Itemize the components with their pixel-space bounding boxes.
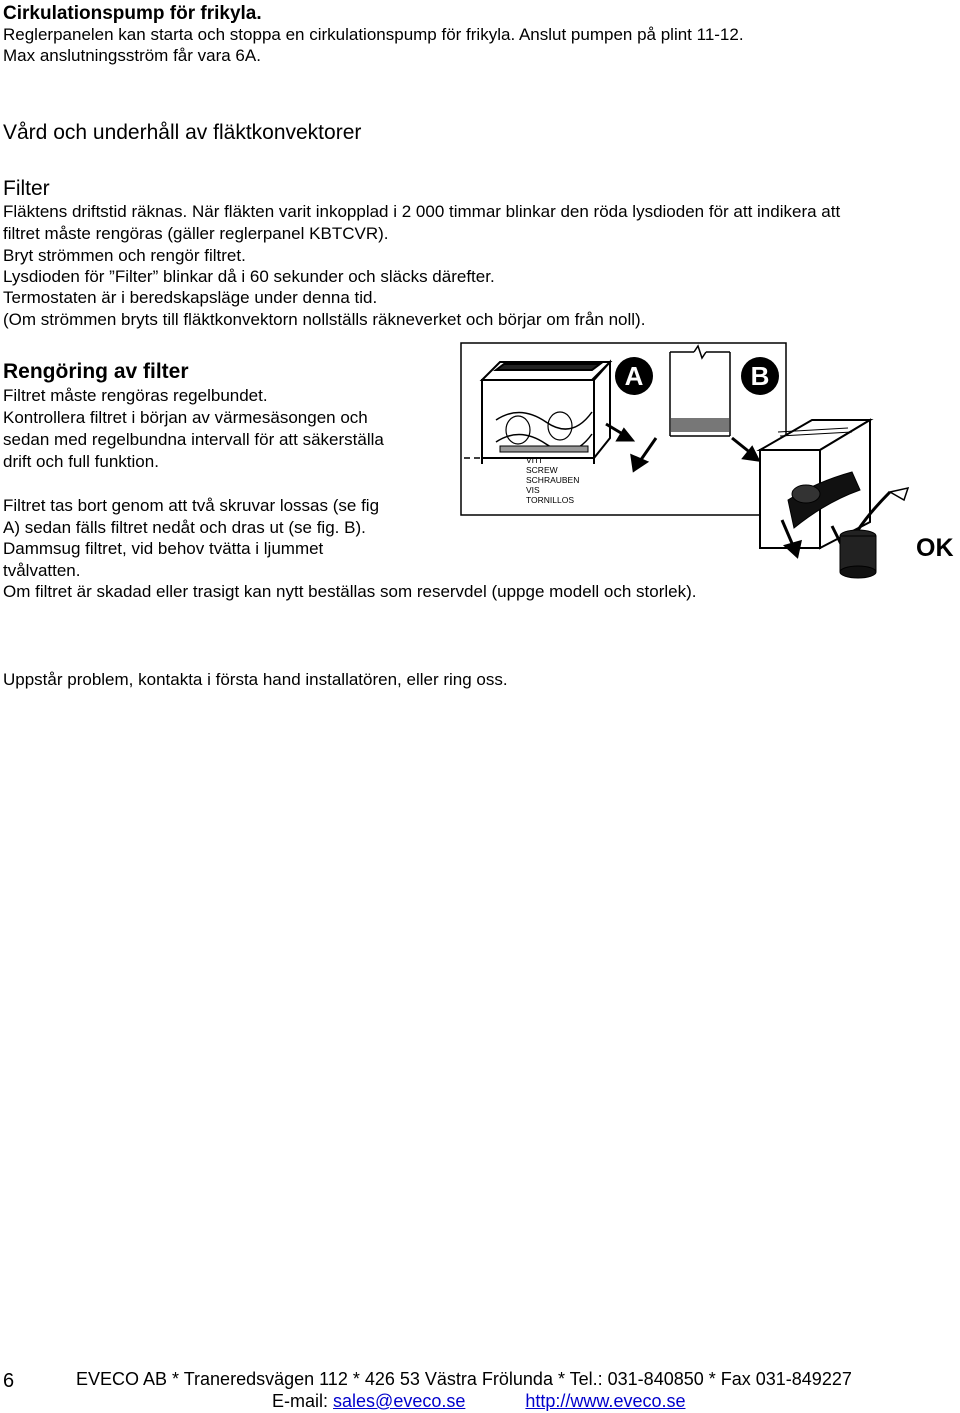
care-heading: Vård och underhåll av fläktkonvektorer bbox=[3, 121, 362, 144]
screw-label-list bbox=[526, 455, 579, 505]
ok-label: OK bbox=[916, 534, 954, 562]
cleaning-text: Dammsug filtret, vid behov tvätta i ljummet bbox=[3, 539, 324, 558]
cleaning-text: Filtret måste rengöras regelbundet. bbox=[3, 386, 268, 405]
cleaning-text: drift och full funktion. bbox=[3, 452, 159, 471]
email-label: E-mail: bbox=[272, 1391, 329, 1411]
footer-contact bbox=[272, 1390, 685, 1412]
problem-contact-text: Uppstår problem, kontakta i första hand installatören, eller ring oss. bbox=[3, 670, 508, 689]
footer-company-info: EVECO AB * Traneredsvägen 112 * 426 53 Västra Frölunda * Tel.: 031-840850 * Fax 031-849227 bbox=[76, 1369, 852, 1389]
screw-label: TORNILLOS bbox=[526, 495, 575, 505]
screw-label: VITI bbox=[526, 455, 542, 465]
cleaning-text: Om filtret är skadad eller trasigt kan nytt beställas som reservdel (uppge modell och storlek). bbox=[3, 582, 697, 601]
cleaning-text: sedan med regelbundna intervall för att säkerställa bbox=[3, 430, 384, 449]
filter-text: Bryt strömmen och rengör filtret. bbox=[3, 246, 246, 265]
filter-text: Fläktens driftstid räknas. När fläkten varit inkopplad i 2 000 timmar blinkar den röda lysdioden för att indikera att bbox=[3, 202, 841, 221]
filter-text: (Om strömmen bryts till fläktkonvektorn nollställs räkneverket och börjar om från noll). bbox=[3, 310, 646, 329]
screw-label: VIS bbox=[526, 485, 540, 495]
badge-a-label: A bbox=[624, 361, 644, 391]
filter-section-drawing bbox=[670, 346, 730, 436]
email-link[interactable]: sales@eveco.se bbox=[333, 1391, 466, 1411]
cleaning-text: Filtret tas bort genom att två skruvar lossas (se fig bbox=[3, 496, 380, 515]
circulation-pump-text: Max anslutningsström får vara 6A. bbox=[3, 46, 261, 65]
circulation-pump-title: Cirkulationspump för frikyla. bbox=[3, 3, 262, 24]
filter-text: Lysdioden för ”Filter” blinkar då i 60 sekunder och släcks därefter. bbox=[3, 267, 495, 286]
fan-coil-unit-drawing bbox=[482, 362, 610, 464]
screw-label: SCHRAUBEN bbox=[526, 475, 580, 485]
cleaning-text: A) sedan fälls filtret nedåt och dras ut (se fig. B). bbox=[3, 518, 366, 537]
circulation-pump-text: Reglerpanelen kan starta och stoppa en cirkulationspump för frikyla. Anslut pumpen på plint 11-12. bbox=[3, 25, 744, 44]
filter-cleaning-heading: Rengöring av filter bbox=[3, 360, 189, 383]
badge-b-label: B bbox=[750, 361, 770, 391]
filter-removal-illustration bbox=[460, 342, 960, 582]
page-number: 6 bbox=[3, 1370, 15, 1392]
screw-label: SCREW bbox=[526, 465, 558, 475]
website-link[interactable]: http://www.eveco.se bbox=[525, 1391, 686, 1411]
filter-text: Termostaten är i beredskapsläge under denna tid. bbox=[3, 288, 378, 307]
filter-text: filtret måste rengöras (gäller reglerpanel KBTCVR). bbox=[3, 224, 389, 243]
cleaning-text: tvålvatten. bbox=[3, 561, 81, 580]
cleaning-text: Kontrollera filtret i början av värmesäsongen och bbox=[3, 408, 368, 427]
filter-heading: Filter bbox=[3, 177, 50, 200]
